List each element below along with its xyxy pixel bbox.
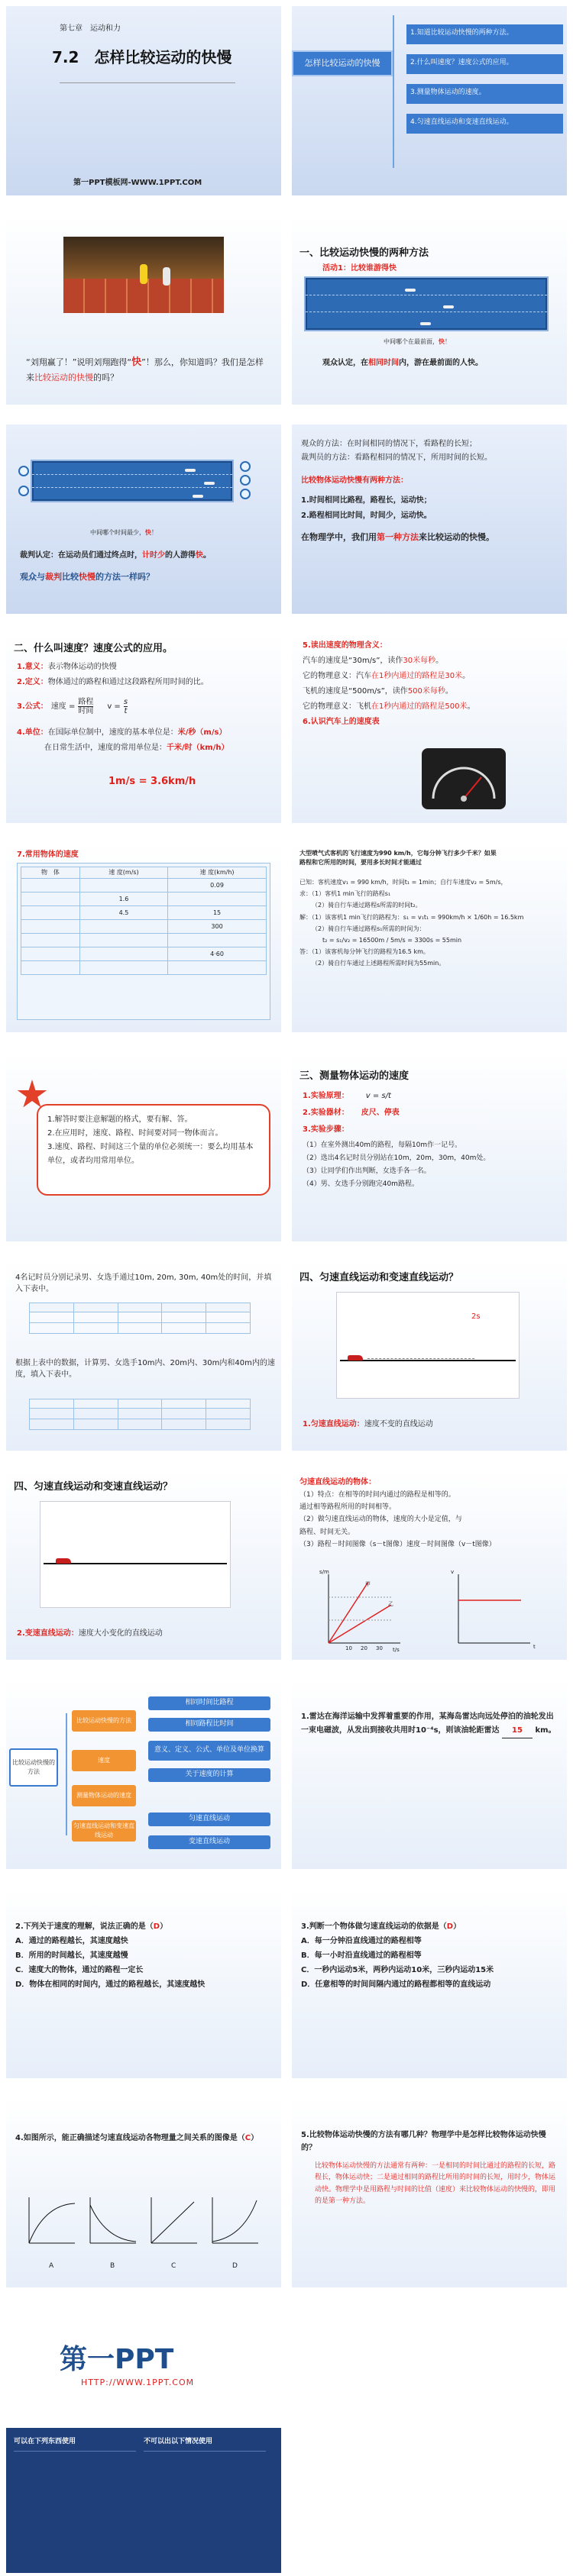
exercise-1-answer: 15	[502, 1724, 533, 1738]
method-referee: 裁判员的方法：看路程相同的情况下，所用时间的长短。	[301, 454, 492, 462]
pool-image	[304, 276, 549, 331]
terms-col1-title: 可以在下列东西使用	[14, 2438, 76, 2445]
pool-caption-2: 中间哪个时间最少，快！	[90, 529, 157, 536]
mindmap-leaf: 匀速直线运动	[148, 1813, 270, 1826]
time-tag: 2s	[471, 1312, 481, 1321]
mindmap-leaf: 相同时间比路程	[148, 1696, 270, 1710]
slide-record-table	[6, 1261, 281, 1451]
speed-meaning: 1.意义：表示物体运动的快慢	[17, 663, 117, 671]
mindmap-leaf: 相同路程比时间	[148, 1718, 270, 1732]
car-speed-read: 汽车的速度是“30m/s”，读作30米每秒。	[303, 657, 444, 665]
clock-icon	[240, 489, 251, 499]
clock-icon	[18, 466, 29, 476]
record-table	[29, 1303, 251, 1334]
brand-logo: 第一PPT	[60, 2344, 174, 2375]
st-tick: 20	[361, 1645, 367, 1651]
vt-axis-v: v	[451, 1569, 455, 1575]
slide-measure-speed	[292, 1052, 567, 1241]
section-heading: 一、比较运动快慢的两种方法	[299, 247, 429, 259]
slide-exercise-3	[292, 1889, 567, 2078]
st-axis-t: t/s	[393, 1647, 400, 1653]
features-title: 匀速直线运动的物体：	[299, 1478, 376, 1487]
exercise-4-answer: C	[244, 2134, 251, 2142]
slide-variable-motion	[6, 1470, 281, 1660]
physics-method: 在物理学中，我们用第一种方法来比较运动的快慢。	[301, 532, 494, 542]
speed-unit-daily: 在日常生活中，速度的常用单位是：千米/时（km/h）	[44, 744, 229, 752]
slide-exercise-5	[292, 2098, 567, 2287]
exercise-5-answer: 比较物体运动快慢的方法通常有两种：一是相同的时间比通过的路程的长短，路程长，物体运动快；二是通过相同的路程比所用的时间的长短，用时少，物体运动快。物理学中是用路程与时间的比值（速度）来比较物体运动的快慢的，即用的是第一种方法。	[315, 2162, 556, 2205]
speed-table-image	[17, 863, 270, 1020]
slide-referee	[6, 424, 281, 614]
st-tick: 30	[376, 1645, 383, 1651]
speedometer-heading: 6.认识汽车上的速度表	[303, 718, 380, 726]
methods-title: 比较物体运动快慢有两种方法：	[301, 476, 408, 485]
exercise-2-answer: D	[153, 1922, 160, 1931]
clock-icon	[18, 486, 29, 496]
speed-formula: 3.公式： 速度 = 路程 时间 v = $\frac{s}{t}$	[17, 698, 128, 715]
chapter-label: 第七章 运动和力	[60, 24, 121, 33]
slide-speed-table	[6, 843, 281, 1032]
exercise-2: 2.下列关于速度的理解，说法正确的是（D） A．通过的路程越长，其速度越快 B．所用的时间越长，其速度越慢 C．速度大的物体，通过的路程一定长 D．物体在相同的时间内，通过的路程越长，其速度越快	[15, 1922, 206, 1989]
site-footer: 第一PPT模板网-WWW.1PPT.COM	[73, 179, 202, 187]
method-1: 1.时间相同比路程，路程长，运动快；	[301, 496, 432, 505]
outline-item-1: 1.知道比较运动快慢的两种方法。	[406, 24, 563, 44]
footer-logo-panel	[6, 2307, 281, 2422]
st-tick: 10	[345, 1645, 352, 1651]
slide-exercise-1	[292, 1680, 567, 1869]
pool-image-2	[31, 460, 234, 502]
brand-url: HTTP://WWW.1PPT.COM	[81, 2377, 195, 2387]
pool-caption: 中间哪个在最前面，快！	[384, 338, 451, 345]
exercise-3: 3.判断一个物体做匀速直线运动的依据是（D） A．每一分钟沿直线通过的路程相等 B．每一小时沿直线通过的路程相等 C．一秒内运动5米，两秒内运动10米，三秒内运动15米 D．任意相等的时间间隔内通过的路程都相等的直线运动	[301, 1922, 494, 1989]
slide-exercise-2	[6, 1889, 281, 2078]
method-2: 2.路程相同比时间，时间少，运动快。	[301, 512, 432, 520]
slide-speed-def	[6, 634, 281, 823]
mindmap-leaf: 关于速度的计算	[148, 1768, 270, 1782]
option-label-c: C	[171, 2262, 176, 2270]
activity-label: 活动1：比较谁游得快	[322, 264, 397, 273]
race-photo	[63, 237, 224, 313]
intro-caption: “刘翔赢了！”说明刘翔跑得“快”！那么，你知道吗？我们是怎样来比较运动的快慢的吗？	[26, 357, 264, 383]
car-icon	[348, 1355, 363, 1361]
slide-summary-map	[6, 1680, 281, 1869]
section-heading: 三、测量物体运动的速度	[299, 1070, 410, 1082]
uniform-animation	[336, 1292, 520, 1399]
notes-box: 1.解答时要注意解题的格式，要有解、答。 2.在应用时，速度、路程、时间要对同一物体而言。 3.速度、路程、时间这三个量的单位必须统一：要么均用基本单位，或者均用常用单位。	[37, 1104, 270, 1196]
section-heading: 四、匀速直线运动和变速直线运动？	[14, 1481, 173, 1493]
footer-terms-panel	[6, 2428, 281, 2573]
outline-item-2: 2.什么叫速度？速度公式的应用。	[406, 54, 563, 74]
slide-speed-meaning	[292, 634, 567, 823]
features-text: （1）特点：在相等的时间内通过的路程是相等的。 通过相等路程所用的时间相等。 （2）做匀速直线运动的物体，速度的大小是定值，与 路程、时间无关。 （3）路程－时间图像（s－t图像）速度－时间图像（v－t图像）	[299, 1491, 496, 1548]
speed-unit-si: 4.单位：在国际单位制中，速度的基本单位是：米/秒（m/s）	[17, 728, 227, 737]
referee-note: 裁判认定：在运动员们通过终点时，计时少的人游得快。	[20, 551, 211, 560]
slide-notes	[6, 1052, 281, 1241]
slide-title-text: 7.2 怎样比较运动的快慢	[52, 48, 232, 66]
slide-uniform-features	[292, 1470, 567, 1660]
slide-methods-summary	[292, 424, 567, 614]
speed-meaning-heading: 5.读出速度的物理含义：	[303, 641, 387, 650]
track-line	[44, 1563, 227, 1564]
audience-note: 观众认定，在相同时间内，游在最前面的人快。	[322, 359, 483, 367]
speed-table: 物 体 速 度(m/s) 速 度(km/h) 0.09 1.6 4.5 15 300 4·60	[21, 867, 267, 975]
variable-definition: 2.变速直线运动：速度大小变化的直线运动	[17, 1629, 163, 1638]
slide-two-methods	[292, 215, 567, 405]
mindmap-branch-3: 测量物体运动的速度	[72, 1785, 136, 1806]
speed-result-table	[29, 1399, 251, 1430]
slide-uniform-motion	[292, 1261, 567, 1451]
exercise-1: 1.雷达在海洋运输中发挥着重要的作用，某海岛雷达向远处停泊的油轮发出一束电磁波，从发出到接收共用时10⁻⁴s，则该油轮距雷达 15 km。	[301, 1710, 558, 1738]
outline-item-3: 3.测量物体运动的速度。	[406, 84, 563, 104]
experiment-equipment: 2.实验器材： 皮尺、停表	[303, 1109, 400, 1117]
st-legend-a: 甲	[365, 1581, 371, 1587]
plane-speed-read: 飞机的速度是“500m/s”，读作500米每秒。	[303, 687, 453, 696]
clock-icon	[240, 461, 251, 472]
st-axis-s: s/m	[319, 1569, 329, 1575]
record-intro: 4名记时员分别记录男、女选手通过10m, 20m, 30m, 40m处的时间，并填入下表中。	[15, 1273, 272, 1293]
vt-graph	[445, 1570, 536, 1652]
mindmap-branch-4: 匀速直线运动和变速直线运动	[72, 1820, 136, 1842]
table-title: 7.常用物体的速度	[17, 851, 79, 859]
mindmap-branch-1: 比较运动快慢的方法	[72, 1710, 136, 1732]
track-line	[340, 1360, 516, 1361]
exercise-4: 4.如图所示，能正确描述匀速直线运动各物理量之间关系的图像是（C）	[15, 2134, 259, 2142]
record-after: 根据上表中的数据，计算男、女选手10m内、20m内、30m内和40m内的速度，填入下表中。	[15, 1359, 275, 1379]
car-icon	[56, 1558, 71, 1564]
connector	[393, 15, 394, 168]
variable-animation	[40, 1501, 231, 1608]
slide-outline	[292, 6, 567, 195]
section-heading: 四、匀速直线运动和变速直线运动？	[299, 1272, 459, 1283]
mindmap-root: 比较运动快慢的方法	[9, 1748, 58, 1787]
outline-item-4: 4.匀速直线运动和变速直线运动。	[406, 114, 563, 134]
uniform-definition: 1.匀速直线运动：速度不变的直线运动	[303, 1420, 433, 1428]
mindmap-branch-2: 速度	[72, 1750, 136, 1771]
solution-block: 已知：客机速度v₁ = 990 km/h，时间t₁ = 1min；自行车速度v₂ = 5m/s， 求：（1）客机1 min飞行的路程s₁ （2）骑自行车通过路程s所需的时间t₂。 解：（1）该客机1 min飞行的路程为：s₁ = v₁t₁ = 990km/h × 1/60h = 16.5km （2）骑自行车通过路程s₁所需的时间为： t₂ = s₁/v₂ = 16500m / 5m/s = 3300s = 55min 答：（1）该客机每分钟飞行的路程为16.5 km。 （2）骑自行车通过上述路程所需时间为55min。	[299, 879, 524, 967]
graph-options	[21, 2182, 266, 2258]
outline-center: 怎样比较运动的快慢	[292, 50, 393, 76]
st-legend-b: 乙	[388, 1601, 393, 1607]
divider	[60, 82, 235, 83]
slide-speed-calc	[292, 843, 567, 1032]
exercise-3-answer: D	[446, 1922, 454, 1931]
experiment-steps-label: 3.实验步骤：	[303, 1125, 349, 1134]
mindmap-leaf: 变速直线运动	[148, 1835, 270, 1849]
terms-col2-title: 不可以出以下情况使用	[144, 2438, 213, 2445]
experiment-steps: （1）在室外测出40m的路程，每隔10m作一记号。 （2）选出4名记时员分别站在10m，20m，30m，40m处。 （3）让同学们作出判断，女选手各一名。 （4）男、女选手分别跑完40m路程。	[303, 1141, 490, 1189]
slide-intro-race	[6, 215, 281, 405]
option-label-b: B	[110, 2262, 115, 2270]
speed-definition: 2.定义：物体通过的路程和通过这段路程所用时间的比。	[17, 678, 209, 686]
section-heading: 二、什么叫速度？速度公式的应用。	[14, 643, 173, 654]
slide-exercise-4	[6, 2098, 281, 2287]
exercise-5-question: 5.比较物体运动快慢的方法有哪几种？物理学中是怎样比较物体运动快慢的？	[301, 2131, 546, 2152]
option-label-a: A	[49, 2262, 54, 2270]
vt-axis-t: t	[533, 1644, 536, 1650]
experiment-principle: 1.实验原理： v = s/t	[303, 1092, 391, 1100]
st-graph	[315, 1570, 406, 1652]
speedometer-image	[422, 748, 506, 809]
mindmap-leaf: 意义、定义、公式、单位及单位换算	[148, 1741, 270, 1761]
slide-title	[6, 6, 281, 195]
clock-icon	[240, 475, 251, 486]
car-speed-meaning: 它的物理意义：汽车在1秒内通过的路程是30米。	[303, 672, 471, 680]
plane-speed-meaning: 它的物理意义：飞机在1秒内通过的路程是500米。	[303, 702, 475, 711]
option-label-d: D	[232, 2262, 238, 2270]
compare-question: 观众与裁判比较快慢的方法一样吗？	[20, 572, 154, 582]
problem-text: 大型喷气式客机的飞行速度为990 km/h，它每分钟飞行多少千米？如果 路程和它所用的时间，要用多长时间才能通过	[299, 850, 497, 866]
unit-conversion: 1m/s = 3.6km/h	[108, 776, 196, 787]
method-audience: 观众的方法：在时间相同的情况下，看路程的长短；	[301, 440, 477, 448]
